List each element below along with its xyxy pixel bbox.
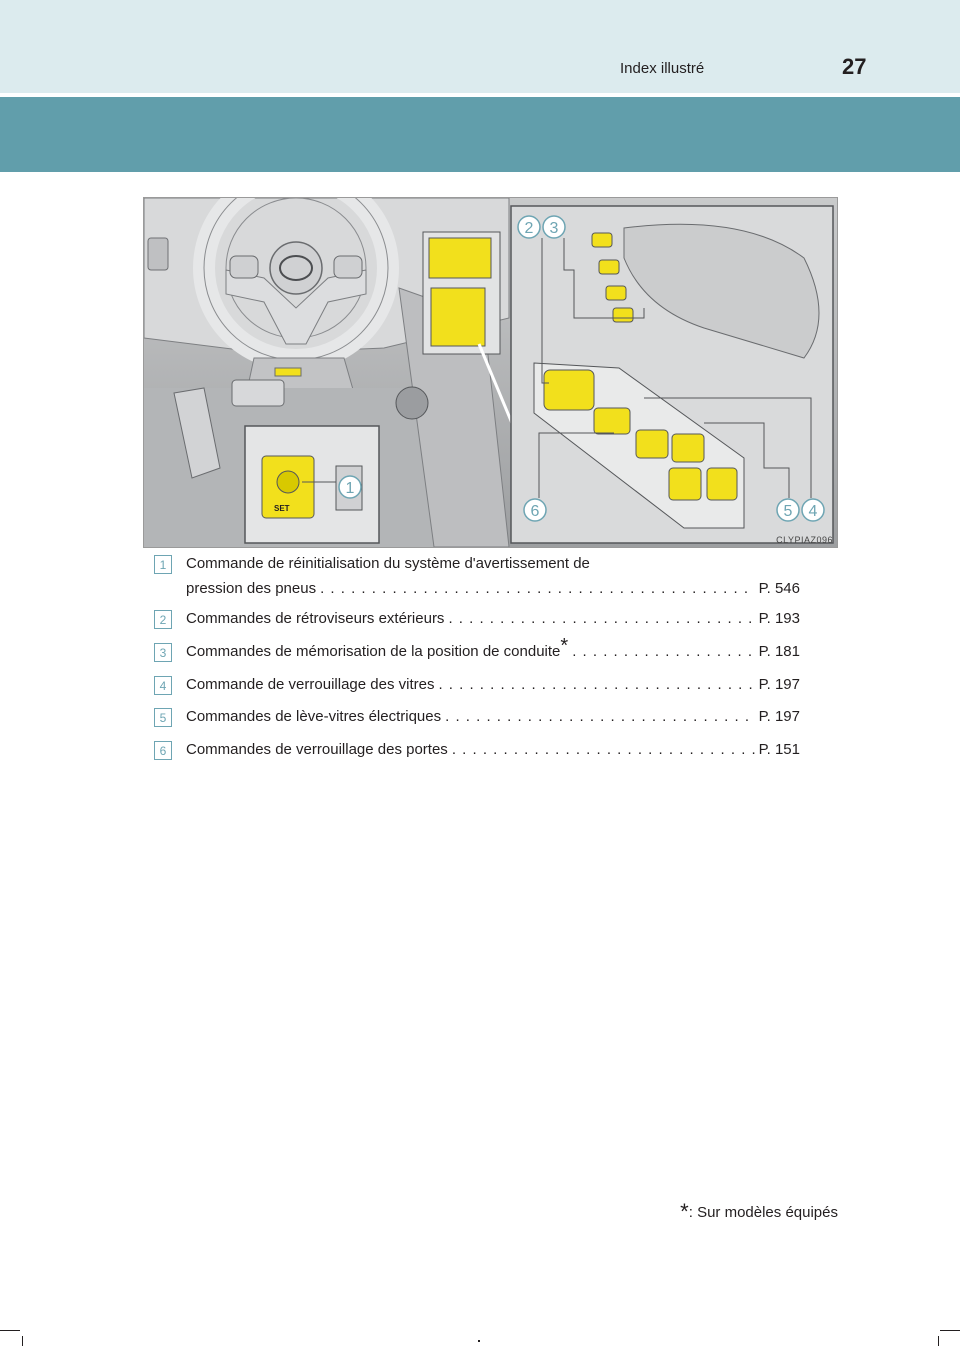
- equipped-asterisk: *: [560, 635, 569, 657]
- callout-4: 4: [808, 503, 818, 520]
- dot-leader: [452, 737, 755, 763]
- set-button-label: SET: [274, 504, 290, 513]
- entry-label-line1: Commande de réinitialisation du système d'avertissement de: [186, 555, 590, 572]
- callout-2: 2: [524, 220, 534, 237]
- footnote: [680, 1199, 838, 1224]
- dot-leader: [320, 576, 754, 602]
- callout-3: 3: [549, 220, 559, 237]
- dot-leader: [445, 704, 754, 730]
- entry-label: pression des pneus: [186, 580, 317, 597]
- entry-label: Commandes de mémorisation de la position de conduite: [186, 643, 561, 660]
- entry-page-ref[interactable]: P. 181: [758, 643, 800, 660]
- cockpit-illustration: [143, 197, 838, 548]
- callout-6: 6: [530, 503, 540, 520]
- section-title: Index illustré: [620, 60, 705, 77]
- entry-number: 2: [154, 610, 172, 629]
- crop-mark: [478, 1340, 480, 1342]
- entry-number: 5: [154, 708, 172, 727]
- crop-mark: [0, 1330, 20, 1331]
- index-entry-3: [154, 635, 800, 665]
- cockpit-drawing: [144, 198, 837, 547]
- entry-label: Commandes de verrouillage des portes: [186, 741, 448, 758]
- crop-mark: [22, 1336, 23, 1346]
- header-band: [0, 0, 960, 93]
- entry-label: Commandes de lève-vitres électriques: [186, 708, 442, 725]
- footnote-asterisk: *: [680, 1199, 689, 1224]
- dot-leader: [448, 606, 754, 632]
- entry-number: 1: [154, 555, 172, 574]
- index-entry-5: [154, 704, 800, 730]
- crop-mark: [940, 1330, 960, 1331]
- index-entry-1: [154, 551, 800, 603]
- footnote-text: : Sur modèles équipés: [688, 1204, 838, 1221]
- entry-label: Commande de verrouillage des vitres: [186, 676, 435, 693]
- entry-number: 3: [154, 643, 172, 662]
- index-entry-6: [154, 737, 800, 763]
- callout-5: 5: [783, 503, 793, 520]
- entry-page-ref[interactable]: P. 546: [758, 580, 800, 597]
- entry-number: 6: [154, 741, 172, 760]
- dot-leader: [438, 672, 754, 698]
- callout-1: 1: [345, 480, 355, 497]
- figure-code: CLYPIAZ096: [776, 535, 833, 545]
- entry-label: Commandes de rétroviseurs extérieurs: [186, 610, 445, 627]
- header-teal-band: [0, 97, 960, 172]
- entry-page-ref[interactable]: P. 197: [758, 708, 800, 725]
- entry-page-ref[interactable]: P. 197: [758, 676, 800, 693]
- entry-page-ref[interactable]: P. 151: [758, 741, 800, 758]
- entry-number: 4: [154, 676, 172, 695]
- entry-page-ref[interactable]: P. 193: [758, 610, 800, 627]
- page-number: 27: [842, 54, 867, 79]
- dot-leader: [572, 639, 754, 665]
- crop-mark: [938, 1336, 939, 1346]
- index-entry-4: [154, 672, 800, 698]
- index-entry-2: [154, 606, 800, 632]
